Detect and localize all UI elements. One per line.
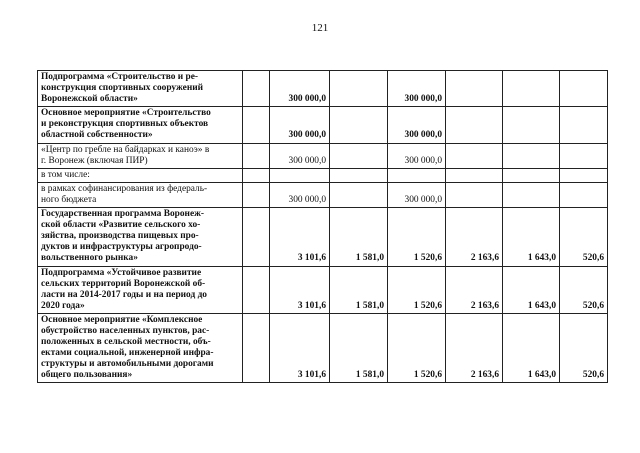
value-cell: 300 000,0 <box>270 107 330 143</box>
value-cell <box>446 182 503 207</box>
table-row <box>38 143 608 168</box>
row-name-cell: Подпрограмма «Строительство и ре- конструкция спортивных сооружений Воронежской области» <box>38 71 243 107</box>
value-cell <box>503 182 560 207</box>
table-row <box>38 266 608 313</box>
value-cell <box>243 182 270 207</box>
value-cell: 520,6 <box>560 313 608 383</box>
row-name-cell: в рамках софинансирования из федераль- ного бюджета <box>38 182 243 207</box>
value-cell <box>446 107 503 143</box>
value-cell: 300 000,0 <box>270 143 330 168</box>
value-cell <box>330 182 388 207</box>
table-row <box>38 208 608 266</box>
value-cell <box>560 182 608 207</box>
page-number: 121 <box>311 22 329 34</box>
value-cell <box>243 266 270 313</box>
value-cell <box>330 143 388 168</box>
value-cell <box>560 107 608 143</box>
table-row <box>38 168 608 182</box>
value-cell: 300 000,0 <box>388 143 446 168</box>
value-cell: 1 643,0 <box>503 266 560 313</box>
value-cell: 1 520,6 <box>388 208 446 266</box>
value-cell: 2 163,6 <box>446 266 503 313</box>
value-cell <box>446 143 503 168</box>
table-row <box>38 313 608 383</box>
value-cell: 1 643,0 <box>503 208 560 266</box>
value-cell: 1 520,6 <box>388 313 446 383</box>
value-cell: 1 581,0 <box>330 208 388 266</box>
value-cell <box>330 107 388 143</box>
value-cell: 2 163,6 <box>446 208 503 266</box>
value-cell <box>446 71 503 107</box>
row-name-cell: Основное мероприятие «Строительство и реконструкция спортивных объектов областной собственности» <box>38 107 243 143</box>
budget-table <box>37 70 608 383</box>
value-cell <box>243 107 270 143</box>
value-cell: 300 000,0 <box>388 182 446 207</box>
value-cell <box>560 143 608 168</box>
value-cell <box>330 168 388 182</box>
value-cell <box>503 71 560 107</box>
row-name-cell: Основное мероприятие «Комплексное обустройство населенных пунктов, рас- положенных в сельской местности, объ- ектами социальной, инженерной инфра- структуры и автомобильными дорогами общего пользования» <box>38 313 243 383</box>
value-cell <box>560 168 608 182</box>
value-cell: 300 000,0 <box>388 71 446 107</box>
value-cell <box>503 168 560 182</box>
row-name-cell: Государственная программа Воронеж- ской области «Развитие сельского хо- зяйства, производства пищевых про- дуктов и инфраструктуры агропродо- вольственного рынка» <box>38 208 243 266</box>
row-name-cell: в том числе: <box>38 168 243 182</box>
value-cell <box>388 168 446 182</box>
value-cell <box>503 107 560 143</box>
table-row <box>38 182 608 207</box>
row-name-cell: Подпрограмма «Устойчивое развитие сельских территорий Воронежской об- ласти на 2014-2017 годы и на период до 2020 года» <box>38 266 243 313</box>
value-cell: 520,6 <box>560 208 608 266</box>
value-cell <box>243 71 270 107</box>
value-cell: 300 000,0 <box>388 107 446 143</box>
value-cell <box>243 168 270 182</box>
value-cell: 2 163,6 <box>446 313 503 383</box>
value-cell: 1 520,6 <box>388 266 446 313</box>
value-cell: 300 000,0 <box>270 71 330 107</box>
value-cell: 3 101,6 <box>270 266 330 313</box>
value-cell: 3 101,6 <box>270 208 330 266</box>
value-cell <box>243 208 270 266</box>
value-cell: 1 581,0 <box>330 313 388 383</box>
row-name-cell: «Центр по гребле на байдарках и каноэ» в г. Воронеж (включая ПИР) <box>38 143 243 168</box>
value-cell: 3 101,6 <box>270 313 330 383</box>
value-cell <box>503 143 560 168</box>
value-cell: 1 643,0 <box>503 313 560 383</box>
table-row <box>38 71 608 107</box>
value-cell <box>243 313 270 383</box>
value-cell <box>270 168 330 182</box>
value-cell <box>560 71 608 107</box>
value-cell <box>446 168 503 182</box>
value-cell: 1 581,0 <box>330 266 388 313</box>
value-cell: 520,6 <box>560 266 608 313</box>
value-cell: 300 000,0 <box>270 182 330 207</box>
table-row <box>38 107 608 143</box>
value-cell <box>243 143 270 168</box>
value-cell <box>330 71 388 107</box>
